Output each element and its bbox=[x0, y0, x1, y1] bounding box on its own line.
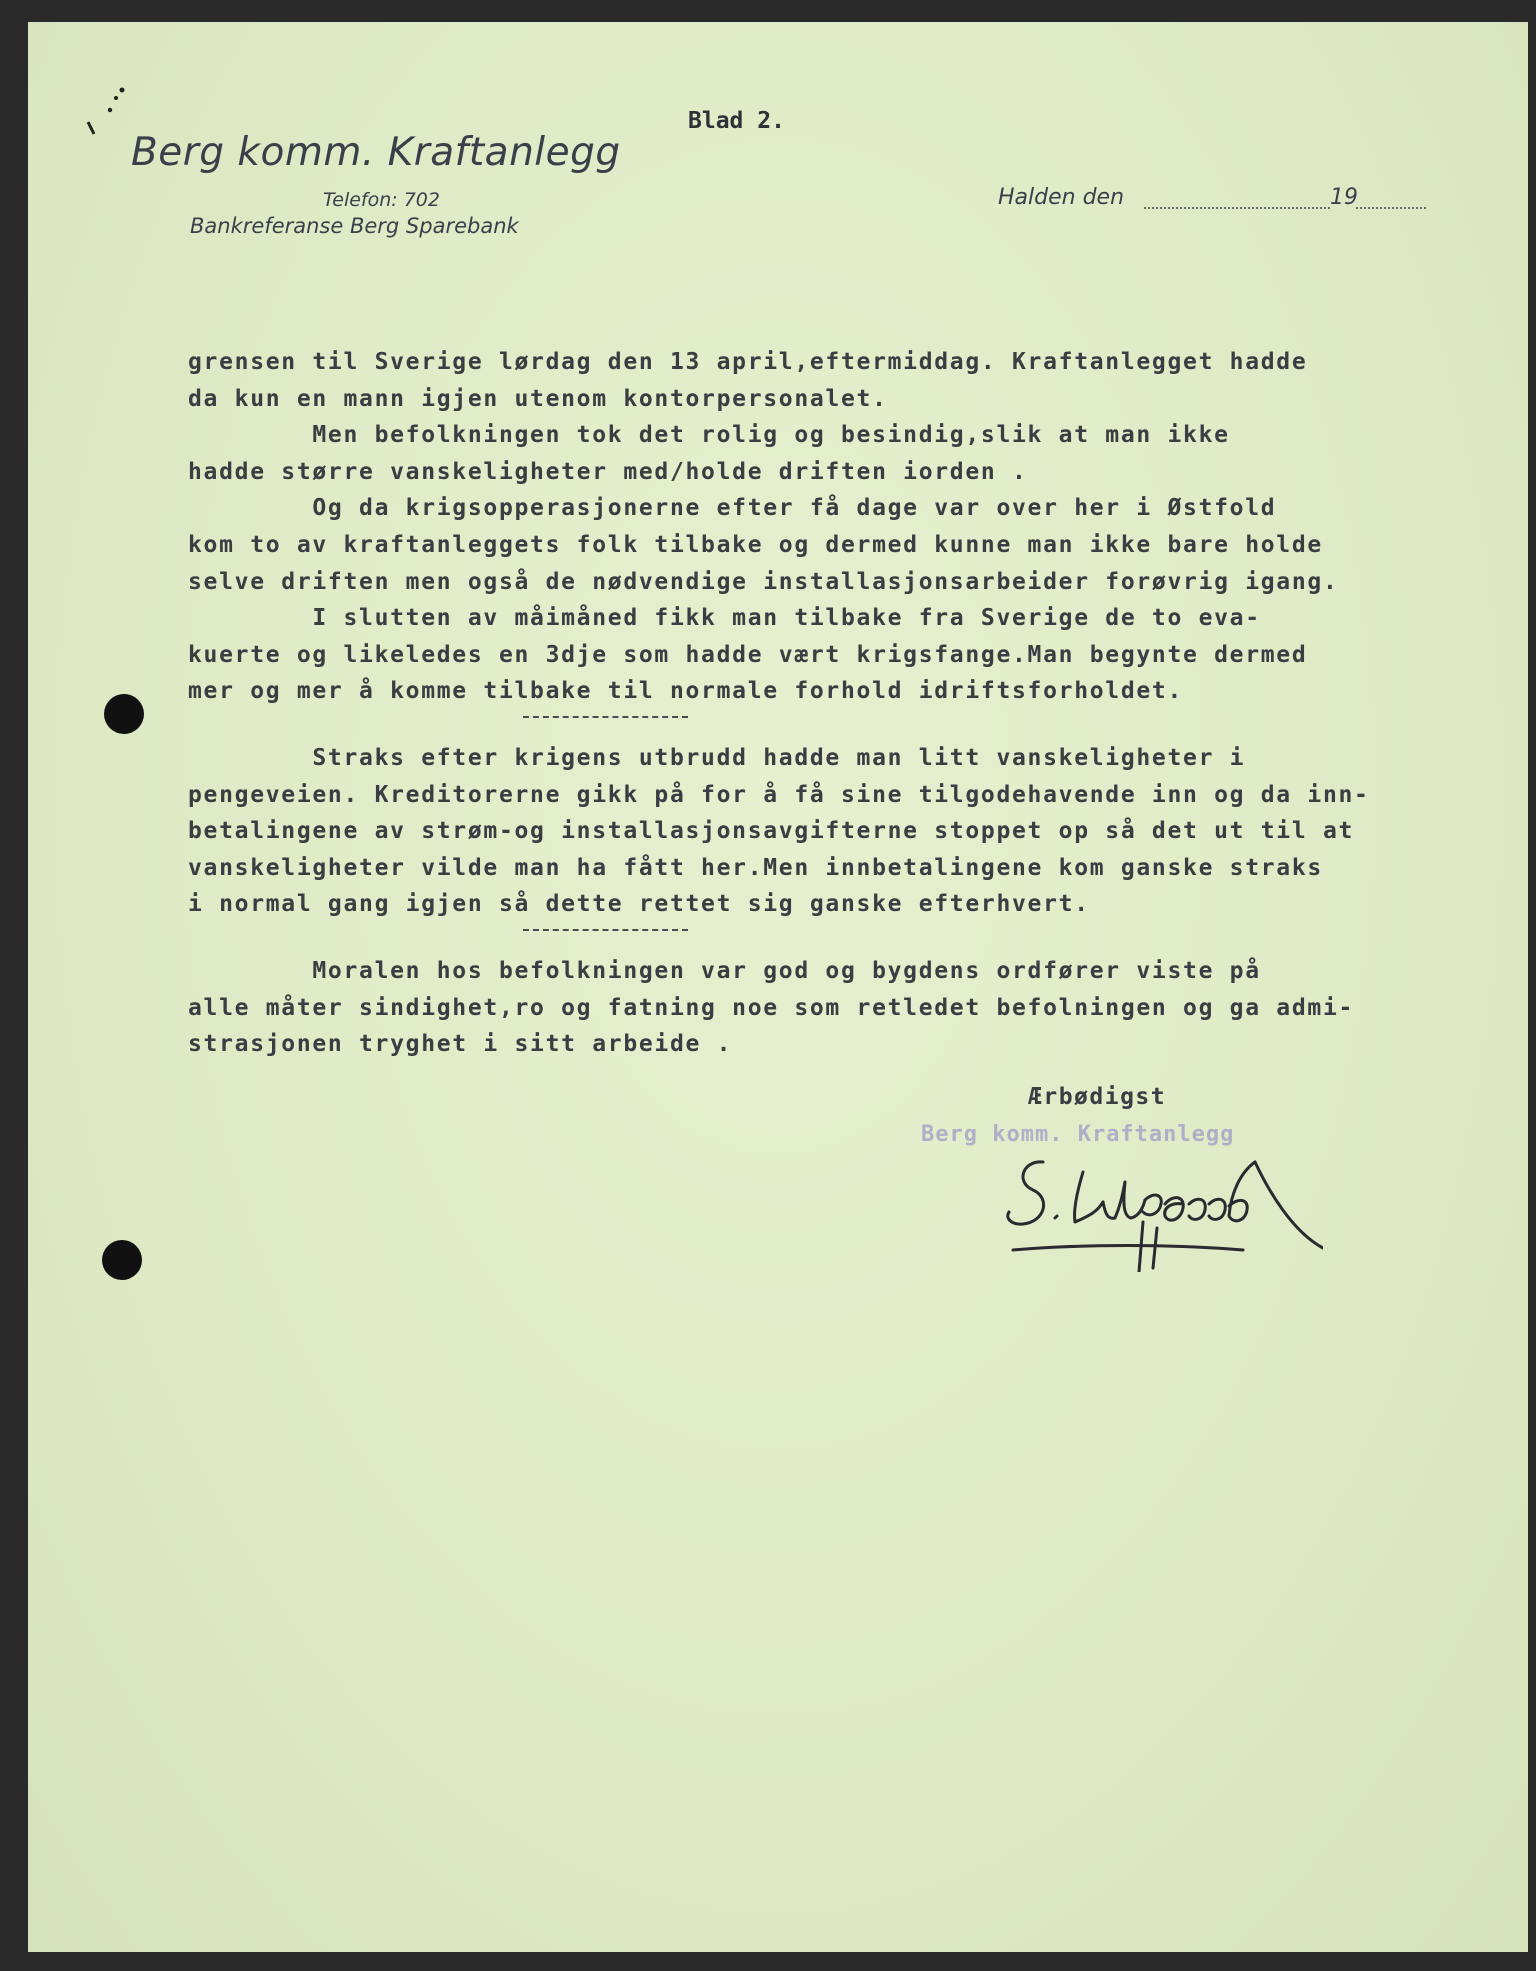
body-line: betalingene av strøm-og installasjonsavgifterne stoppet op så det ut til at bbox=[188, 818, 1355, 845]
punch-hole bbox=[102, 1240, 142, 1280]
bank-reference: Bankreferanse Berg Sparebank bbox=[190, 214, 519, 238]
body-line: vanskeligheter vilde man ha fått her.Men innbetalingene kom ganske straks bbox=[188, 854, 1323, 881]
punch-hole bbox=[104, 694, 144, 734]
body-line: kuerte og likeledes en 3dje som hadde vært krigsfange.Man begynte dermed bbox=[188, 641, 1308, 668]
body-line: mer og mer å komme tilbake til normale forhold idriftsforholdet. bbox=[188, 678, 1184, 705]
body-line: kom to av kraftanleggets folk tilbake og dermed kunne man ikke bare holde bbox=[188, 531, 1323, 558]
body-line: Men befolkningen tok det rolig og besindig,slik at man ikke bbox=[188, 422, 1230, 449]
sheet-number: Blad 2. bbox=[688, 108, 785, 134]
date-blank-line bbox=[1144, 207, 1330, 209]
body-line: selve driften men også de nødvendige installasjonsarbeider forøvrig igang. bbox=[188, 568, 1339, 595]
company-stamp: Berg komm. Kraftanlegg bbox=[921, 1122, 1235, 1147]
letter-body bbox=[188, 344, 1508, 1063]
closing-salutation: Ærbødigst bbox=[1028, 1084, 1167, 1110]
section-separator bbox=[523, 716, 688, 718]
body-line: strasjonen tryghet i sitt arbeide . bbox=[188, 1031, 733, 1058]
body-line: pengeveien. Kreditorerne gikk på for å få sine tilgodehavende inn og da inn- bbox=[188, 781, 1370, 808]
phone-number: Telefon: 702 bbox=[323, 189, 440, 211]
letter-page bbox=[28, 22, 1528, 1952]
body-line: da kun en mann igjen utenom kontorpersonalet. bbox=[188, 385, 888, 412]
section-separator bbox=[523, 929, 688, 931]
body-line: Og da krigsopperasjonerne efter få dage var over her i Østfold bbox=[188, 495, 1277, 522]
body-line: Straks efter krigens utbrudd hadde man litt vanskeligheter i bbox=[188, 744, 1246, 771]
handwritten-signature bbox=[993, 1132, 1323, 1272]
place-date-line bbox=[998, 185, 1358, 215]
place-label: Halden den bbox=[998, 185, 1125, 210]
body-line: I slutten av måimåned fikk man tilbake fra Sverige de to eva- bbox=[188, 605, 1261, 632]
year-prefix: 19 bbox=[1330, 185, 1358, 210]
company-name: Berg komm. Kraftanlegg bbox=[131, 130, 621, 175]
body-line: grensen til Sverige lørdag den 13 april,eftermiddag. Kraftanlegget hadde bbox=[188, 349, 1308, 375]
body-line: alle måter sindighet,ro og fatning noe som retledet befolningen og ga admi- bbox=[188, 994, 1355, 1021]
body-line: Moralen hos befolkningen var god og bygdens ordfører viste på bbox=[188, 957, 1261, 984]
body-line: i normal gang igjen så dette rettet sig ganske efterhvert. bbox=[188, 891, 1090, 918]
year-blank-line bbox=[1356, 207, 1426, 209]
body-line: hadde større vanskeligheter med/holde driften iorden . bbox=[188, 458, 1028, 485]
